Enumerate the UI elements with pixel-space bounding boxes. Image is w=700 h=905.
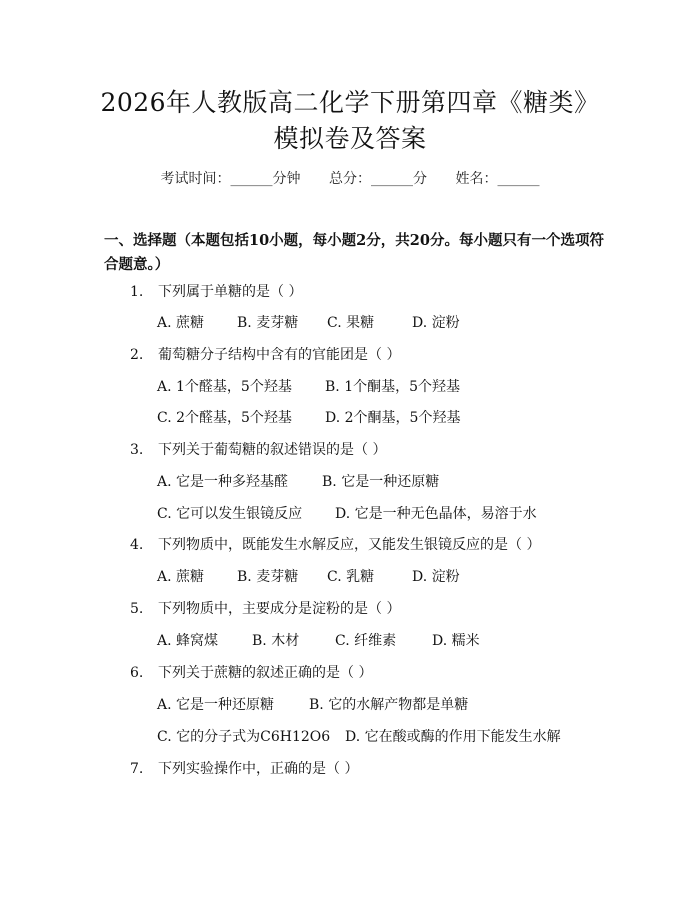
question-3 xyxy=(130,440,386,460)
section-heading: 一、选择题（本题包括10小题，每小题2分，共20分。每小题只有一个选项符合题意。） xyxy=(104,232,604,273)
option-c: C. 它的分子式为C6H12O6 xyxy=(157,729,331,745)
question-text: 葡萄糖分子结构中含有的官能团是（ ） xyxy=(158,347,401,363)
option-a: A. 蔗糖 xyxy=(157,569,205,585)
question-1 xyxy=(130,282,302,302)
exam-meta xyxy=(0,168,700,188)
question-6-options-row-2 xyxy=(157,727,561,747)
exam-title-line-1: 2026年人教版高二化学下册第四章《糖类》 xyxy=(100,88,600,117)
exam-score-field: 总分：______分 xyxy=(329,171,427,187)
option-d: D. 糯米 xyxy=(432,633,480,649)
question-6 xyxy=(130,663,372,683)
option-a: A. 它是一种多羟基醛 xyxy=(157,474,289,490)
question-text: 下列关于葡萄糖的叙述错误的是（ ） xyxy=(158,442,387,458)
question-text: 下列属于单糖的是（ ） xyxy=(158,284,303,300)
option-a: A. 蜂窝煤 xyxy=(157,633,219,649)
option-d: D. 淀粉 xyxy=(412,315,460,331)
exam-name-field: 姓名：______ xyxy=(455,171,540,187)
question-1-options xyxy=(157,313,460,333)
option-c: C. 它可以发生银镜反应 xyxy=(157,506,303,522)
option-d: D. 淀粉 xyxy=(412,569,460,585)
question-4-options xyxy=(157,567,460,587)
question-number: 4. xyxy=(130,537,144,553)
question-5 xyxy=(130,599,400,619)
option-b: B. 它是一种还原糖 xyxy=(322,474,440,490)
option-b: B. 麦芽糖 xyxy=(237,569,299,585)
option-d: D. 2个酮基，5个羟基 xyxy=(325,410,461,426)
question-text: 下列实验操作中，正确的是（ ） xyxy=(158,761,359,777)
question-6-options-row-1 xyxy=(157,695,468,715)
option-a: A. 1个醛基，5个羟基 xyxy=(157,379,292,395)
option-b: B. 木材 xyxy=(252,633,300,649)
question-2-options-row-1 xyxy=(157,377,460,397)
option-c: C. 乳糖 xyxy=(327,569,375,585)
exam-time-field: 考试时间：______分钟 xyxy=(160,171,301,187)
option-a: A. 它是一种还原糖 xyxy=(157,697,275,713)
question-5-options xyxy=(157,631,480,651)
question-3-options-row-2 xyxy=(157,504,537,524)
option-d: D. 它在酸或酶的作用下能发生水解 xyxy=(345,729,561,745)
option-b: B. 麦芽糖 xyxy=(237,315,299,331)
question-text: 下列物质中，主要成分是淀粉的是（ ） xyxy=(158,601,401,617)
option-a: A. 蔗糖 xyxy=(157,315,205,331)
question-text: 下列关于蔗糖的叙述正确的是（ ） xyxy=(158,665,373,681)
option-b: B. 1个酮基，5个羟基 xyxy=(325,379,461,395)
question-3-options-row-1 xyxy=(157,472,439,492)
question-7 xyxy=(130,759,358,779)
question-2-options-row-2 xyxy=(157,408,460,428)
question-number: 2. xyxy=(130,347,144,363)
question-number: 7. xyxy=(130,761,144,777)
question-number: 6. xyxy=(130,665,144,681)
option-d: D. 它是一种无色晶体，易溶于水 xyxy=(335,506,537,522)
option-c: C. 果糖 xyxy=(327,315,375,331)
question-number: 5. xyxy=(130,601,144,617)
question-2 xyxy=(130,345,400,365)
question-4 xyxy=(130,535,540,555)
option-c: C. 2个醛基，5个羟基 xyxy=(157,410,292,426)
question-number: 1. xyxy=(130,284,144,300)
question-text: 下列物质中，既能发生水解反应，又能发生银镜反应的是（ ） xyxy=(158,537,541,553)
question-number: 3. xyxy=(130,442,144,458)
option-b: B. 它的水解产物都是单糖 xyxy=(309,697,469,713)
option-c: C. 纤维素 xyxy=(335,633,397,649)
exam-title-line-2: 模拟卷及答案 xyxy=(273,124,427,153)
